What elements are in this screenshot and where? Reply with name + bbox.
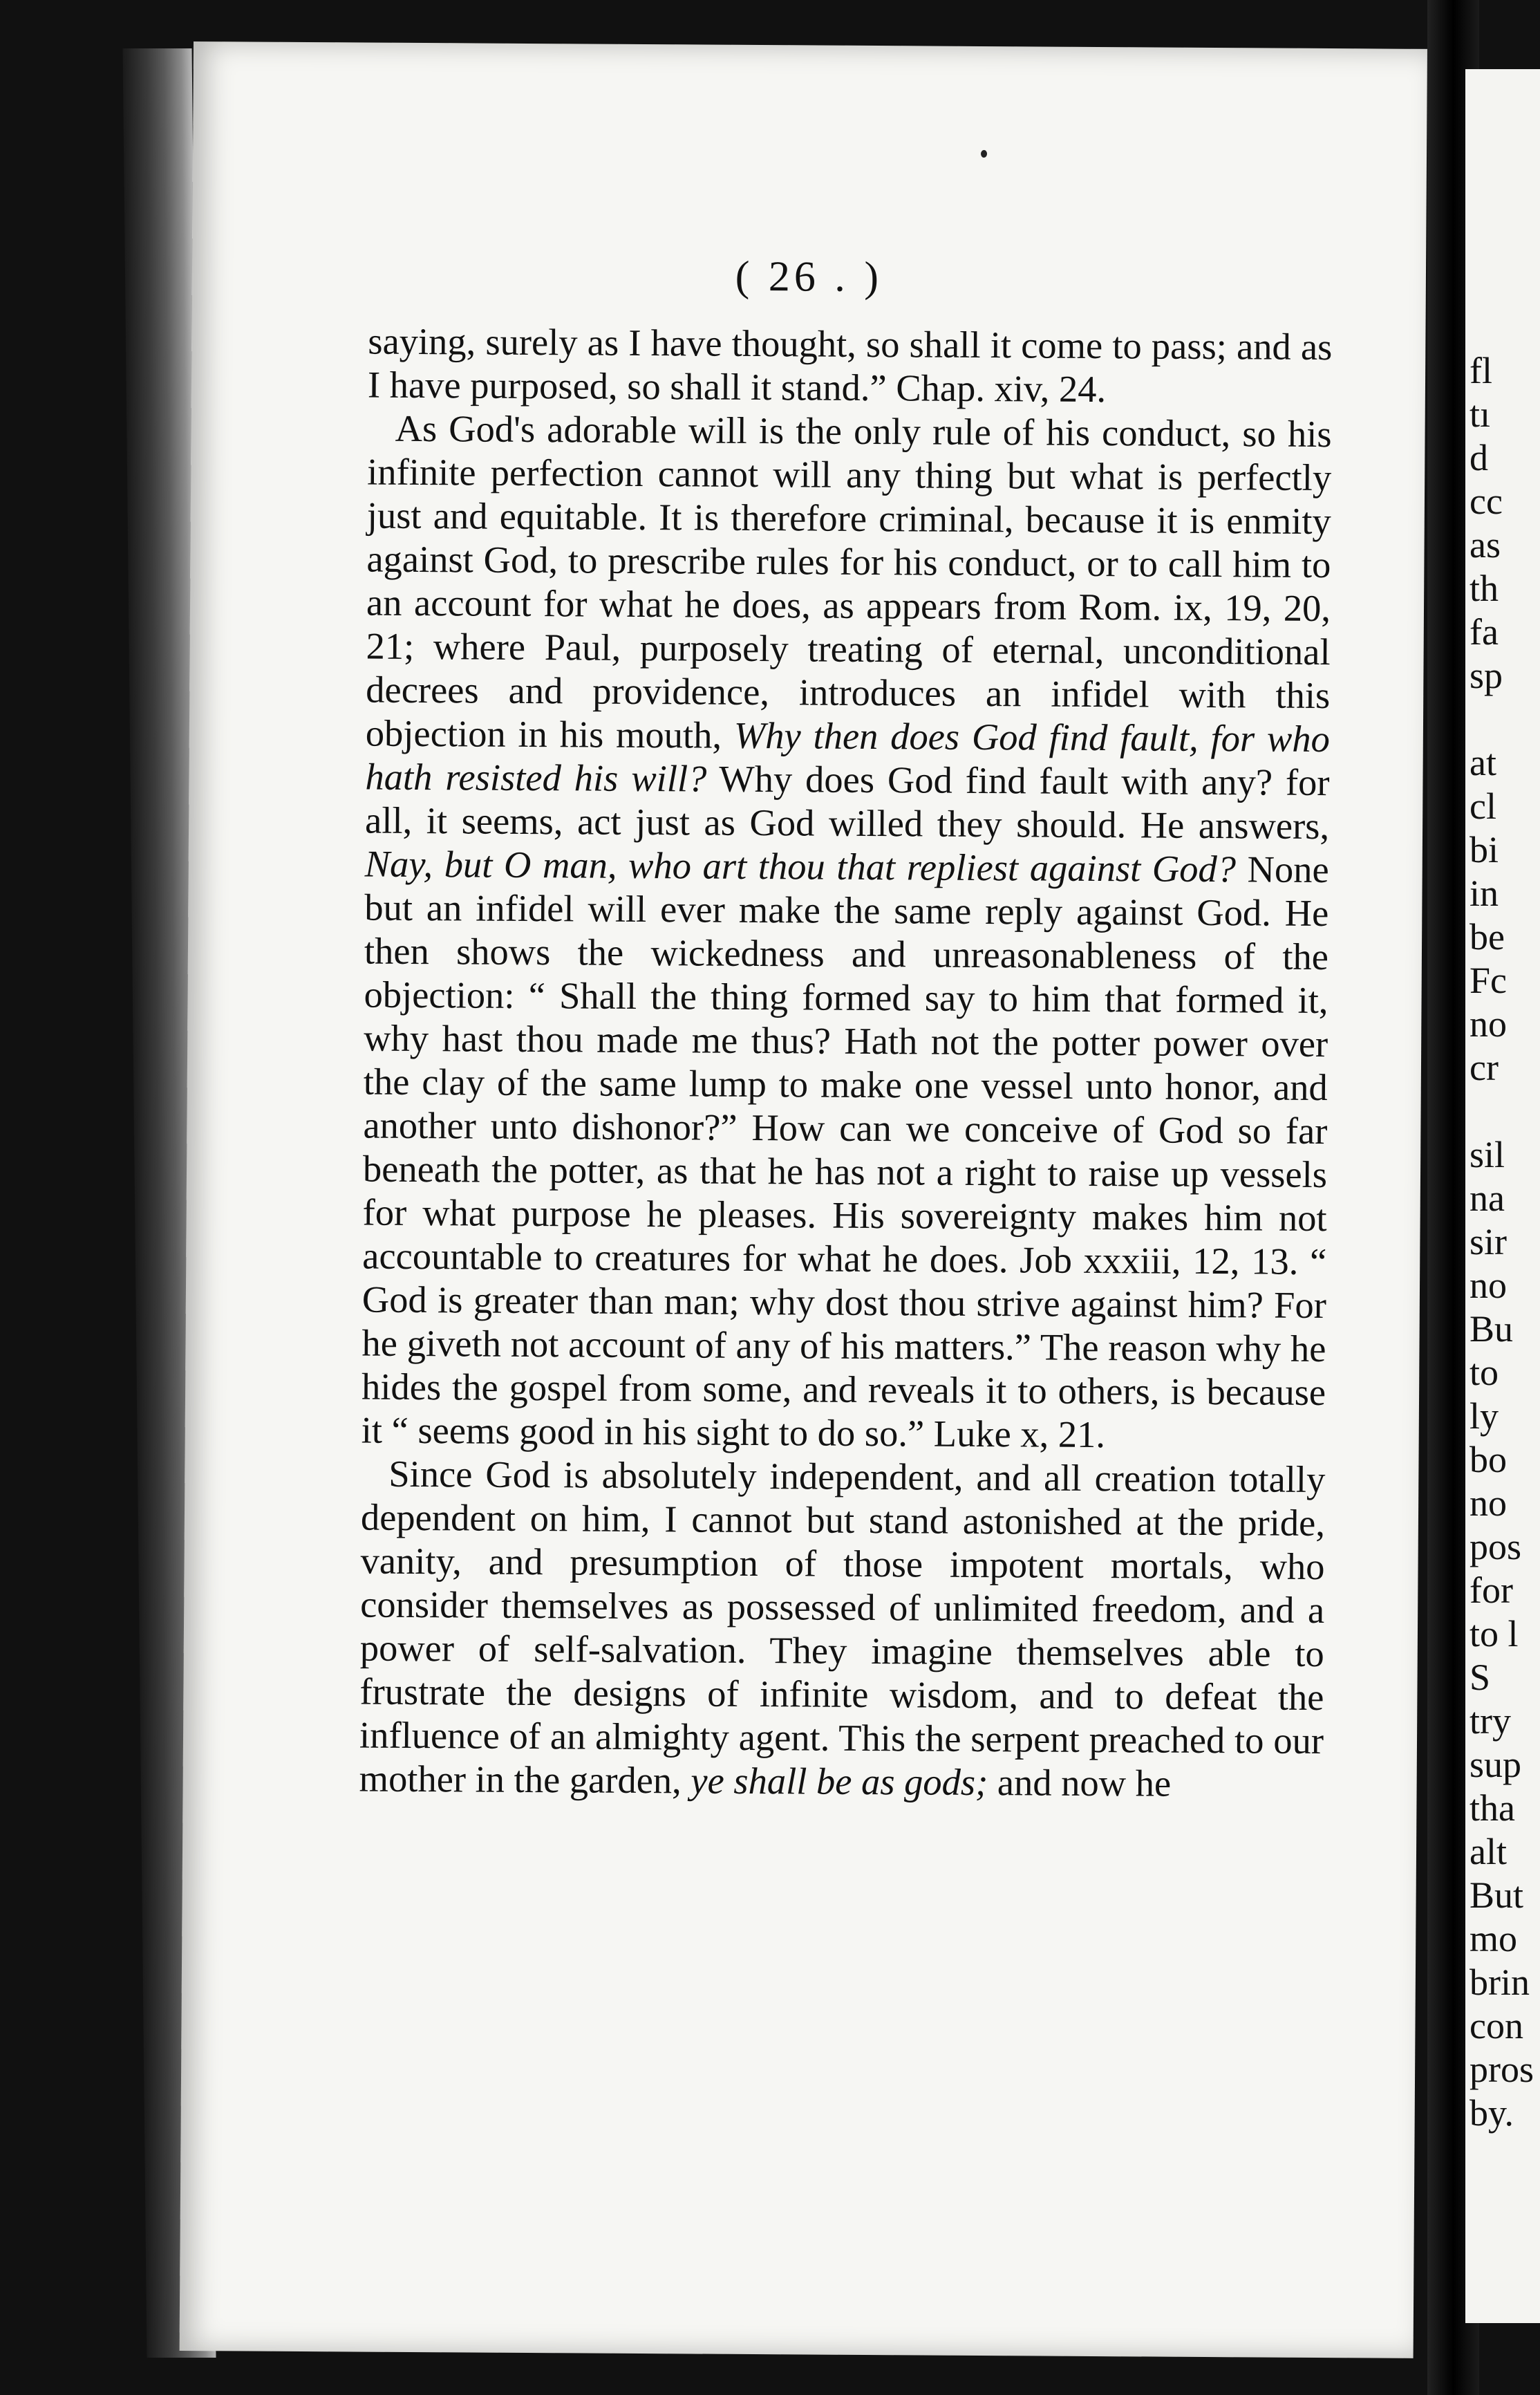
paragraph-2-italic-quote-1: Why then does God find fault, for who hath resisted his will?: [365, 714, 1331, 800]
facing-page-fragment: sup: [1469, 1744, 1522, 1785]
facing-page-fragment: brin: [1469, 1961, 1530, 2003]
facing-page-fragment: [1469, 1090, 1534, 1133]
paragraph-2-italic-quote-2: Nay, but O man, who art thou that repliest against God?: [364, 842, 1237, 891]
ink-speck: [981, 150, 987, 158]
facing-page-fragment: to l: [1469, 1613, 1519, 1655]
facing-page-fragment: th: [1469, 568, 1499, 609]
facing-page-fragment: by.: [1469, 2092, 1514, 2134]
facing-page-fragment: ly: [1469, 1395, 1499, 1437]
facing-page-fragment: cl: [1469, 785, 1496, 827]
facing-page-fragment: Fc: [1469, 960, 1507, 1001]
facing-page-fragment: bo: [1469, 1439, 1507, 1480]
page-number-header: ( 26 . ): [735, 252, 883, 301]
paragraph-3: [359, 1452, 1325, 1807]
facing-page-fragment: fa: [1469, 611, 1499, 653]
facing-page-fragment: no: [1469, 1003, 1507, 1045]
facing-page-fragment: pros: [1469, 2049, 1534, 2090]
facing-page-text-fragments: [1469, 349, 1534, 2135]
left-page: [180, 41, 1427, 2358]
body-text: [359, 319, 1332, 1806]
facing-page-fragment: for: [1469, 1569, 1513, 1611]
facing-page-fragment: [1469, 698, 1534, 741]
facing-page-fragment: But: [1469, 1874, 1524, 1916]
facing-page-fragment: S: [1469, 1657, 1491, 1698]
paragraph-3-text-a: Since God is absolutely independent, and all creation totally dependent on him, I cannot but stand astonished at the pride, vanity, and presumption of those impotent mortals, who consider themselves as possessed of unlimited freedom, and a power of self-salvation. They imagine themselves able to frustrate the designs of infinite wisdom, and to defeat the influence of an almighty agent. This the serpent preached to our mother in the garden,: [359, 1452, 1326, 1802]
paragraph-2-text-a: As God's adorable will is the only rule of his conduct, so his infinite perfection cannot will any thing but what is perfectly just and equitable. It is therefore criminal, because it is enmity against God, to prescribe rules for his conduct, or to call him to an account for what he does, as appears from Rom. ix, 19, 20, 21; where Paul, purposely treating of eternal, unconditional decrees and providence, introduces an infidel with this objection in his mouth,: [365, 407, 1332, 756]
facing-page-fragment: no: [1469, 1265, 1507, 1306]
paragraph-2: [361, 407, 1332, 1457]
facing-page-fragment: bi: [1469, 829, 1499, 870]
facing-page-fragment: cr: [1469, 1047, 1499, 1088]
facing-page-fragment: alt: [1469, 1831, 1507, 1872]
facing-page-fragment: as: [1469, 524, 1501, 566]
facing-page-edge: [1465, 69, 1540, 2323]
facing-page-fragment: be: [1469, 916, 1505, 958]
facing-page-fragment: na: [1469, 1177, 1505, 1219]
facing-page-fragment: sp: [1469, 655, 1503, 696]
facing-page-fragment: Bu: [1469, 1308, 1514, 1350]
facing-page-fragment: tı: [1469, 393, 1491, 435]
facing-page-fragment: cc: [1469, 481, 1503, 522]
facing-page-fragment: d: [1469, 437, 1488, 478]
paragraph-2-text-b: Why does God find fault with any? for all, it seems, act just as God willed they should. He answers,: [364, 757, 1330, 848]
facing-page-fragment: pos: [1469, 1526, 1522, 1567]
facing-page-fragment: fl: [1469, 350, 1492, 391]
facing-page-fragment: try: [1469, 1700, 1511, 1742]
facing-page-fragment: sil: [1469, 1134, 1505, 1175]
paragraph-2-text-c: None but an infidel will ever make the same reply against God. He then shows the wickedness and unreasonableness of the objection: “ Shall the thing formed say to him that formed it, why hast thou made me thus? Hath not the potter power over the clay of the same lump to make one vessel unto honor, and another unto dishonor?” How can we conceive of God so far beneath the potter, as that he has not a right to raise up vessels for what purpose he pleases. His sovereignty makes him not accountable to creatures for what he does. Job xxxiii, 12, 13. “ God is greater than man; why dost thou strive against him? For he giveth not account of any of his matters.” The reason why he hides the gospel from some, and reveals it to others, is because it “ seems good in his sight to do so.” Luke x, 21.: [361, 848, 1329, 1456]
facing-page-fragment: con: [1469, 2005, 1523, 2047]
paragraph-3-italic-quote: ye shall be as gods;: [691, 1759, 988, 1804]
facing-page-fragment: mo: [1469, 1918, 1518, 1959]
facing-page-fragment: no: [1469, 1482, 1507, 1524]
paragraph-3-text-b: and now he: [988, 1761, 1172, 1805]
facing-page-fragment: tha: [1469, 1787, 1515, 1829]
facing-page-fragment: in: [1469, 873, 1499, 914]
paragraph-1: saying, surely as I have thought, so shall it come to pass; and as I have purposed, so shall it stand.” Chap. xiv, 24.: [367, 319, 1333, 411]
facing-page-fragment: at: [1469, 742, 1496, 783]
facing-page-fragment: to: [1469, 1352, 1499, 1393]
facing-page-fragment: sir: [1469, 1221, 1507, 1262]
